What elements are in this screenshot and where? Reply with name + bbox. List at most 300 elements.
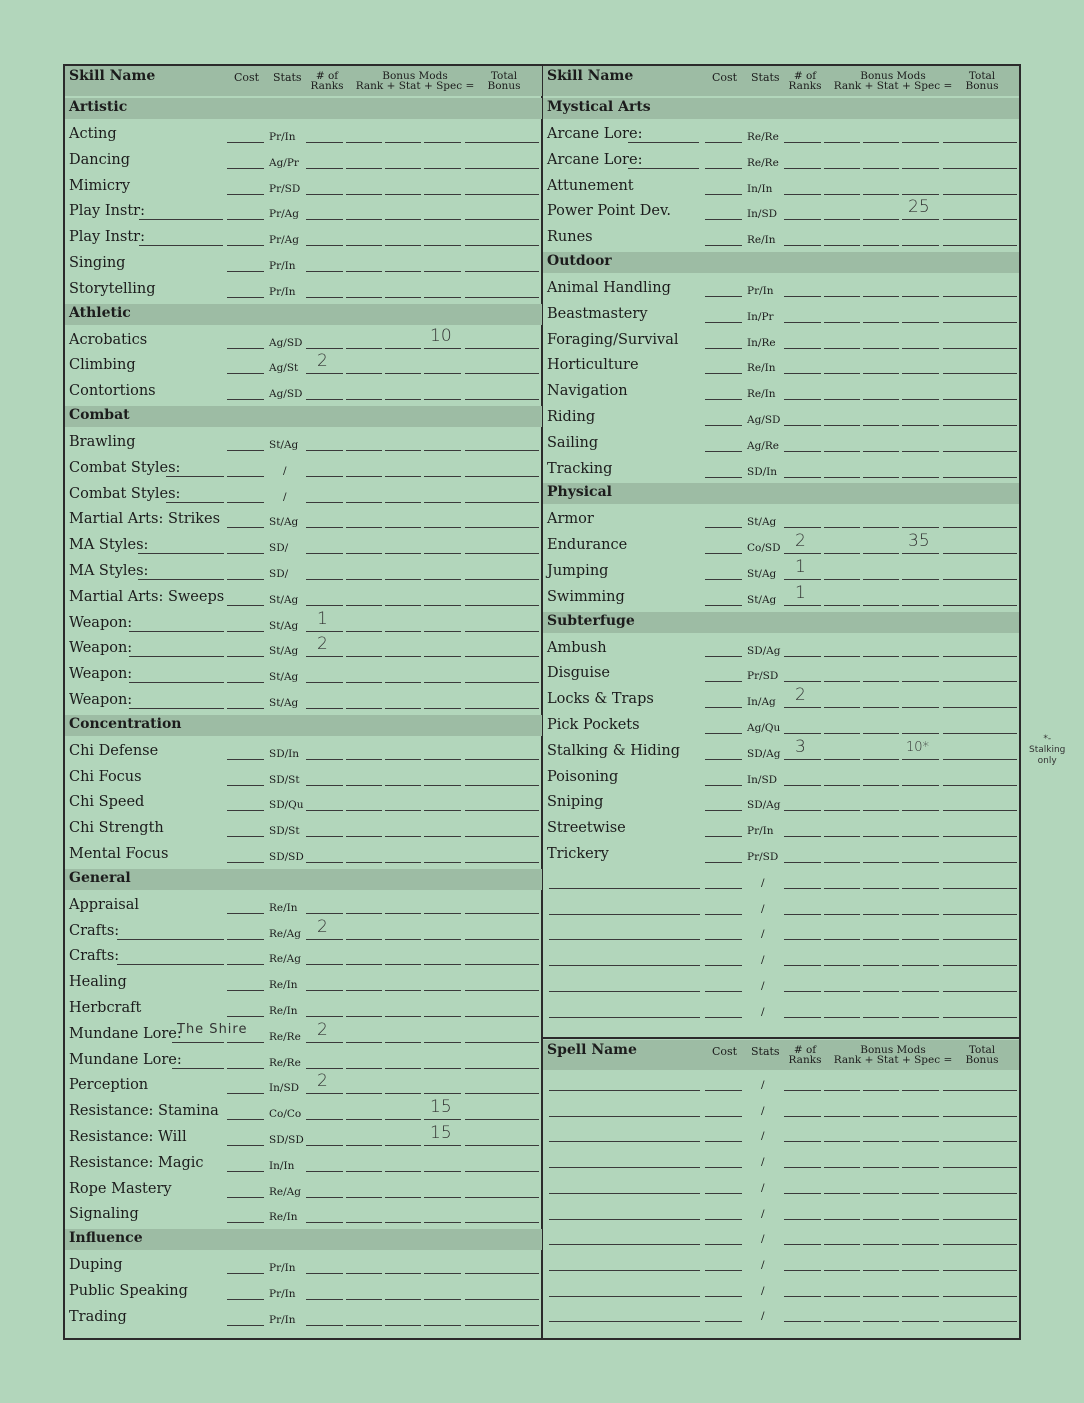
cost-blank[interactable] [705,425,742,426]
stat-bonus-blank[interactable] [863,1219,899,1220]
stat-bonus-blank[interactable] [863,477,899,478]
ranks-blank[interactable] [306,682,343,683]
total-bonus-blank[interactable] [943,296,1017,297]
spec-bonus-blank[interactable] [902,810,939,811]
skill-name-blank[interactable] [117,939,224,940]
stat-bonus-blank[interactable] [863,862,899,863]
stat-bonus-blank[interactable] [385,631,421,632]
total-bonus-blank[interactable] [943,785,1017,786]
rank-bonus-blank[interactable] [346,605,382,606]
total-bonus-blank[interactable] [943,219,1017,220]
rank-bonus-blank[interactable] [346,862,382,863]
rank-bonus-blank[interactable] [824,733,860,734]
ranks-blank[interactable] [784,373,821,374]
stat-bonus-blank[interactable] [385,656,421,657]
spec-bonus-blank[interactable] [424,631,461,632]
cost-blank[interactable] [227,553,264,554]
spec-bonus-blank[interactable] [424,1016,461,1017]
ranks-blank[interactable] [784,1017,821,1018]
stat-bonus-blank[interactable] [863,888,899,889]
stat-bonus-blank[interactable] [385,913,421,914]
cost-blank[interactable] [227,1325,264,1326]
rank-bonus-blank[interactable] [824,348,860,349]
ranks-blank[interactable] [784,399,821,400]
ranks-blank[interactable] [784,219,821,220]
cost-blank[interactable] [705,579,742,580]
ranks-blank[interactable] [306,1197,343,1198]
cost-blank[interactable] [227,399,264,400]
stat-bonus-blank[interactable] [863,1116,899,1117]
rank-bonus-blank[interactable] [346,502,382,503]
ranks-blank[interactable] [784,348,821,349]
cost-blank[interactable] [705,142,742,143]
rank-bonus-blank[interactable] [824,1321,860,1322]
cost-blank[interactable] [227,1145,264,1146]
rank-bonus-blank[interactable] [346,990,382,991]
cost-blank[interactable] [227,1299,264,1300]
spell-name-blank[interactable] [549,1193,700,1194]
total-bonus-blank[interactable] [943,862,1017,863]
rank-bonus-blank[interactable] [346,1016,382,1017]
spell-name-blank[interactable] [549,1219,700,1220]
skill-name-blank[interactable] [628,142,699,143]
cost-blank[interactable] [705,836,742,837]
total-bonus-blank[interactable] [465,1325,539,1326]
total-bonus-blank[interactable] [465,1093,539,1094]
stat-bonus-blank[interactable] [863,759,899,760]
ranks-blank[interactable] [306,194,343,195]
total-bonus-blank[interactable] [465,1119,539,1120]
ranks-blank[interactable] [784,1090,821,1091]
cost-blank[interactable] [705,527,742,528]
stat-bonus-blank[interactable] [385,939,421,940]
total-bonus-blank[interactable] [943,322,1017,323]
rank-bonus-blank[interactable] [346,1197,382,1198]
stat-bonus-blank[interactable] [385,399,421,400]
spell-name-blank[interactable] [549,1116,700,1117]
rank-bonus-blank[interactable] [346,964,382,965]
spec-bonus-blank[interactable] [902,939,939,940]
cost-blank[interactable] [227,913,264,914]
stat-bonus-blank[interactable] [385,373,421,374]
spec-bonus-blank[interactable] [902,527,939,528]
total-bonus-blank[interactable] [465,450,539,451]
total-bonus-blank[interactable] [465,1068,539,1069]
cost-blank[interactable] [227,990,264,991]
spell-name-blank[interactable] [549,1244,700,1245]
total-bonus-blank[interactable] [465,502,539,503]
stat-bonus-blank[interactable] [385,527,421,528]
spec-bonus-blank[interactable] [424,656,461,657]
cost-blank[interactable] [705,296,742,297]
ranks-blank[interactable] [306,913,343,914]
total-bonus-blank[interactable] [465,1299,539,1300]
rank-bonus-blank[interactable] [824,477,860,478]
rank-bonus-blank[interactable] [346,810,382,811]
stat-bonus-blank[interactable] [863,733,899,734]
stat-bonus-blank[interactable] [863,681,899,682]
ranks-blank[interactable] [784,553,821,554]
ranks-blank[interactable] [784,322,821,323]
ranks-blank[interactable] [306,1119,343,1120]
rank-bonus-blank[interactable] [346,1325,382,1326]
cost-blank[interactable] [227,476,264,477]
total-bonus-blank[interactable] [465,1016,539,1017]
stat-bonus-blank[interactable] [863,965,899,966]
rank-bonus-blank[interactable] [346,836,382,837]
total-bonus-blank[interactable] [943,451,1017,452]
skill-name-blank[interactable] [628,168,699,169]
rank-bonus-blank[interactable] [346,1299,382,1300]
spec-bonus-blank[interactable] [424,862,461,863]
rank-bonus-blank[interactable] [824,527,860,528]
total-bonus-blank[interactable] [943,733,1017,734]
stat-bonus-blank[interactable] [863,296,899,297]
ranks-blank[interactable] [306,1273,343,1274]
stat-bonus-blank[interactable] [385,759,421,760]
stat-bonus-blank[interactable] [385,862,421,863]
total-bonus-blank[interactable] [943,681,1017,682]
stat-bonus-blank[interactable] [385,1042,421,1043]
skill-name-blank[interactable] [166,476,224,477]
ranks-blank[interactable] [784,451,821,452]
spec-bonus-blank[interactable] [424,168,461,169]
cost-blank[interactable] [227,502,264,503]
ranks-blank[interactable] [784,1193,821,1194]
spell-name-blank[interactable] [549,1296,700,1297]
stat-bonus-blank[interactable] [385,1093,421,1094]
total-bonus-blank[interactable] [465,1171,539,1172]
ranks-blank[interactable] [784,733,821,734]
spec-bonus-blank[interactable] [424,1093,461,1094]
cost-blank[interactable] [705,605,742,606]
stat-bonus-blank[interactable] [385,194,421,195]
stat-bonus-blank[interactable] [863,1193,899,1194]
cost-blank[interactable] [227,1197,264,1198]
total-bonus-blank[interactable] [943,1321,1017,1322]
ranks-blank[interactable] [306,862,343,863]
total-bonus-blank[interactable] [465,579,539,580]
spec-bonus-blank[interactable] [424,450,461,451]
cost-blank[interactable] [227,219,264,220]
stat-bonus-blank[interactable] [863,1090,899,1091]
total-bonus-blank[interactable] [943,477,1017,478]
total-bonus-blank[interactable] [465,1145,539,1146]
spec-bonus-blank[interactable] [902,656,939,657]
rank-bonus-blank[interactable] [346,682,382,683]
cost-blank[interactable] [227,605,264,606]
cost-blank[interactable] [705,810,742,811]
skill-name-blank[interactable] [549,939,700,940]
stat-bonus-blank[interactable] [863,1167,899,1168]
stat-bonus-blank[interactable] [863,785,899,786]
cost-blank[interactable] [227,708,264,709]
rank-bonus-blank[interactable] [824,451,860,452]
rank-bonus-blank[interactable] [824,1167,860,1168]
ranks-blank[interactable] [306,245,343,246]
cost-blank[interactable] [227,656,264,657]
ranks-blank[interactable] [784,759,821,760]
total-bonus-blank[interactable] [465,142,539,143]
ranks-blank[interactable] [784,579,821,580]
ranks-blank[interactable] [306,1016,343,1017]
stat-bonus-blank[interactable] [385,579,421,580]
ranks-blank[interactable] [784,707,821,708]
spec-bonus-blank[interactable] [902,1219,939,1220]
rank-bonus-blank[interactable] [346,579,382,580]
total-bonus-blank[interactable] [465,527,539,528]
ranks-blank[interactable] [784,296,821,297]
stat-bonus-blank[interactable] [863,1017,899,1018]
stat-bonus-blank[interactable] [385,1068,421,1069]
ranks-blank[interactable] [784,605,821,606]
rank-bonus-blank[interactable] [824,605,860,606]
total-bonus-blank[interactable] [465,913,539,914]
rank-bonus-blank[interactable] [824,1116,860,1117]
rank-bonus-blank[interactable] [824,1219,860,1220]
skill-name-blank[interactable] [549,1017,700,1018]
rank-bonus-blank[interactable] [346,297,382,298]
cost-blank[interactable] [227,1068,264,1069]
stat-bonus-blank[interactable] [863,348,899,349]
rank-bonus-blank[interactable] [346,399,382,400]
stat-bonus-blank[interactable] [863,605,899,606]
rank-bonus-blank[interactable] [824,681,860,682]
stat-bonus-blank[interactable] [863,707,899,708]
total-bonus-blank[interactable] [943,373,1017,374]
skill-name-blank[interactable] [138,579,224,580]
total-bonus-blank[interactable] [465,1042,539,1043]
cost-blank[interactable] [705,477,742,478]
stat-bonus-blank[interactable] [385,1119,421,1120]
ranks-blank[interactable] [306,271,343,272]
rank-bonus-blank[interactable] [824,914,860,915]
spec-bonus-blank[interactable] [424,964,461,965]
total-bonus-blank[interactable] [465,836,539,837]
total-bonus-blank[interactable] [943,939,1017,940]
rank-bonus-blank[interactable] [346,708,382,709]
cost-blank[interactable] [227,194,264,195]
rank-bonus-blank[interactable] [346,219,382,220]
spec-bonus-blank[interactable] [424,1222,461,1223]
total-bonus-blank[interactable] [943,914,1017,915]
stat-bonus-blank[interactable] [385,682,421,683]
cost-blank[interactable] [705,373,742,374]
stat-bonus-blank[interactable] [863,939,899,940]
stat-bonus-blank[interactable] [863,1296,899,1297]
spec-bonus-blank[interactable] [902,1296,939,1297]
spec-bonus-blank[interactable] [424,348,461,349]
spec-bonus-blank[interactable] [902,399,939,400]
cost-blank[interactable] [227,1273,264,1274]
cost-blank[interactable] [705,965,742,966]
rank-bonus-blank[interactable] [346,631,382,632]
cost-blank[interactable] [227,1016,264,1017]
rank-bonus-blank[interactable] [824,939,860,940]
total-bonus-blank[interactable] [943,168,1017,169]
cost-blank[interactable] [705,939,742,940]
rank-bonus-blank[interactable] [346,1093,382,1094]
stat-bonus-blank[interactable] [385,502,421,503]
spec-bonus-blank[interactable] [902,1167,939,1168]
total-bonus-blank[interactable] [943,888,1017,889]
stat-bonus-blank[interactable] [863,168,899,169]
spec-bonus-blank[interactable] [424,708,461,709]
rank-bonus-blank[interactable] [346,527,382,528]
total-bonus-blank[interactable] [465,194,539,195]
cost-blank[interactable] [227,450,264,451]
ranks-blank[interactable] [784,194,821,195]
cost-blank[interactable] [227,862,264,863]
cost-blank[interactable] [227,810,264,811]
spec-bonus-blank[interactable] [902,373,939,374]
stat-bonus-blank[interactable] [385,348,421,349]
total-bonus-blank[interactable] [943,194,1017,195]
cost-blank[interactable] [227,1222,264,1223]
ranks-blank[interactable] [306,527,343,528]
spec-bonus-blank[interactable] [902,605,939,606]
spec-bonus-blank[interactable] [424,399,461,400]
stat-bonus-blank[interactable] [863,553,899,554]
cost-blank[interactable] [705,1167,742,1168]
spec-bonus-blank[interactable] [902,1321,939,1322]
cost-blank[interactable] [705,681,742,682]
rank-bonus-blank[interactable] [824,322,860,323]
total-bonus-blank[interactable] [943,965,1017,966]
ranks-blank[interactable] [306,1325,343,1326]
ranks-blank[interactable] [306,708,343,709]
ranks-blank[interactable] [306,476,343,477]
spec-bonus-blank[interactable] [424,219,461,220]
rank-bonus-blank[interactable] [346,913,382,914]
ranks-blank[interactable] [784,1167,821,1168]
total-bonus-blank[interactable] [465,964,539,965]
cost-blank[interactable] [705,451,742,452]
total-bonus-blank[interactable] [465,708,539,709]
rank-bonus-blank[interactable] [824,1270,860,1271]
skill-name-blank[interactable] [129,631,224,632]
cost-blank[interactable] [705,245,742,246]
total-bonus-blank[interactable] [943,707,1017,708]
cost-blank[interactable] [227,373,264,374]
rank-bonus-blank[interactable] [346,348,382,349]
rank-bonus-blank[interactable] [824,1296,860,1297]
stat-bonus-blank[interactable] [385,1171,421,1172]
spec-bonus-blank[interactable] [424,810,461,811]
stat-bonus-blank[interactable] [385,271,421,272]
ranks-blank[interactable] [306,1222,343,1223]
cost-blank[interactable] [705,914,742,915]
cost-blank[interactable] [705,194,742,195]
rank-bonus-blank[interactable] [346,450,382,451]
spec-bonus-blank[interactable] [424,579,461,580]
rank-bonus-blank[interactable] [824,142,860,143]
ranks-blank[interactable] [784,914,821,915]
cost-blank[interactable] [227,939,264,940]
rank-bonus-blank[interactable] [824,194,860,195]
spec-bonus-blank[interactable] [902,245,939,246]
spec-bonus-blank[interactable] [902,425,939,426]
rank-bonus-blank[interactable] [824,425,860,426]
stat-bonus-blank[interactable] [385,990,421,991]
skill-name-blank[interactable] [172,1042,224,1043]
total-bonus-blank[interactable] [465,810,539,811]
rank-bonus-blank[interactable] [824,1141,860,1142]
spec-bonus-blank[interactable] [424,836,461,837]
spec-bonus-blank[interactable] [902,759,939,760]
total-bonus-blank[interactable] [943,836,1017,837]
spec-bonus-blank[interactable] [424,1273,461,1274]
total-bonus-blank[interactable] [943,1193,1017,1194]
spec-bonus-blank[interactable] [902,477,939,478]
cost-blank[interactable] [227,631,264,632]
stat-bonus-blank[interactable] [863,451,899,452]
spec-bonus-blank[interactable] [902,1017,939,1018]
rank-bonus-blank[interactable] [346,785,382,786]
rank-bonus-blank[interactable] [824,579,860,580]
cost-blank[interactable] [705,1244,742,1245]
skill-name-blank[interactable] [549,914,700,915]
stat-bonus-blank[interactable] [863,991,899,992]
skill-name-blank[interactable] [139,219,223,220]
ranks-blank[interactable] [306,810,343,811]
spec-bonus-blank[interactable] [902,785,939,786]
stat-bonus-blank[interactable] [863,373,899,374]
stat-bonus-blank[interactable] [863,1244,899,1245]
total-bonus-blank[interactable] [465,399,539,400]
cost-blank[interactable] [227,836,264,837]
rank-bonus-blank[interactable] [346,245,382,246]
cost-blank[interactable] [705,322,742,323]
ranks-blank[interactable] [784,245,821,246]
total-bonus-blank[interactable] [465,605,539,606]
stat-bonus-blank[interactable] [863,914,899,915]
spec-bonus-blank[interactable] [902,1116,939,1117]
rank-bonus-blank[interactable] [346,1171,382,1172]
rank-bonus-blank[interactable] [346,759,382,760]
rank-bonus-blank[interactable] [824,785,860,786]
rank-bonus-blank[interactable] [824,553,860,554]
ranks-blank[interactable] [306,785,343,786]
stat-bonus-blank[interactable] [863,836,899,837]
total-bonus-blank[interactable] [465,168,539,169]
rank-bonus-blank[interactable] [346,1145,382,1146]
ranks-blank[interactable] [784,1270,821,1271]
ranks-blank[interactable] [306,939,343,940]
skill-name-blank[interactable] [117,964,224,965]
ranks-blank[interactable] [306,502,343,503]
rank-bonus-blank[interactable] [824,399,860,400]
ranks-blank[interactable] [306,348,343,349]
total-bonus-blank[interactable] [465,553,539,554]
total-bonus-blank[interactable] [943,425,1017,426]
total-bonus-blank[interactable] [943,1270,1017,1271]
ranks-blank[interactable] [784,991,821,992]
rank-bonus-blank[interactable] [824,759,860,760]
spec-bonus-blank[interactable] [424,373,461,374]
skill-name-blank[interactable] [549,991,700,992]
ranks-blank[interactable] [306,990,343,991]
cost-blank[interactable] [227,785,264,786]
rank-bonus-blank[interactable] [346,656,382,657]
cost-blank[interactable] [705,733,742,734]
total-bonus-blank[interactable] [943,1090,1017,1091]
total-bonus-blank[interactable] [465,785,539,786]
spell-name-blank[interactable] [549,1141,700,1142]
spec-bonus-blank[interactable] [424,297,461,298]
spec-bonus-blank[interactable] [902,888,939,889]
spec-bonus-blank[interactable] [902,965,939,966]
